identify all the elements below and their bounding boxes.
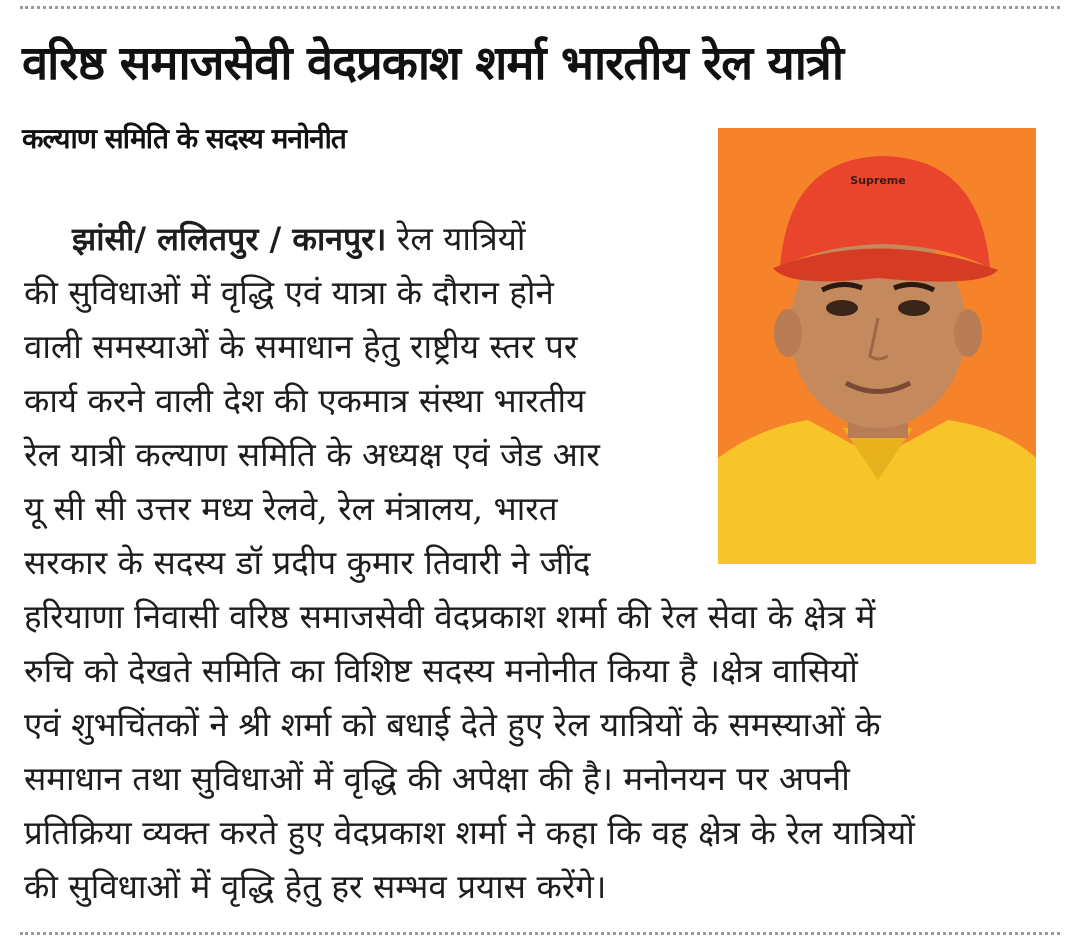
body-line-12: प्रतिक्रिया व्यक्त करते हुए वेदप्रकाश शर्मा ने कहा कि वह क्षेत्र के रेल यात्रियों: [24, 813, 915, 852]
headline-line-2: कल्याण समिति के सदस्य मनोनीत: [22, 122, 346, 155]
body-line-13: की सुविधाओं में वृद्धि हेतु हर सम्भव प्रयास करेंगे।: [24, 867, 607, 906]
body-line-6: यू सी सी उत्तर मध्य रेलवे, रेल मंत्रालय, भारत: [24, 489, 558, 528]
body-line-1: [24, 212, 714, 266]
body-line-7: सरकार के सदस्य डॉ प्रदीप कुमार तिवारी ने जींद: [24, 543, 591, 582]
body-line-1-text: रेल यात्रियों: [396, 219, 526, 258]
body-line-4: कार्य करने वाली देश की एकमात्र संस्था भारतीय: [24, 381, 586, 420]
dateline: झांसी/ ललितपुर / कानपुर।: [72, 220, 387, 258]
cap-logo-text: Supreme: [850, 174, 906, 187]
body-line-8: हरियाणा निवासी वरिष्ठ समाजसेवी वेदप्रकाश शर्मा की रेल सेवा के क्षेत्र में: [24, 597, 876, 636]
body-line-5: रेल यात्री कल्याण समिति के अध्यक्ष एवं जेड आर: [24, 435, 600, 474]
body-line-10: एवं शुभचिंतकों ने श्री शर्मा को बधाई देते हुए रेल यात्रियों के समस्याओं के: [24, 705, 881, 744]
article-body: [24, 212, 1039, 914]
body-line-3: वाली समस्याओं के समाधान हेतु राष्ट्रीय स्तर पर: [24, 327, 578, 366]
body-line-2: की सुविधाओं में वृद्धि एवं यात्रा के दौरान होने: [24, 273, 554, 312]
bottom-dotted-rule: [20, 932, 1060, 935]
body-line-9: रुचि को देखते समिति का विशिष्ट सदस्य मनोनीत किया है ।क्षेत्र वासियों: [24, 651, 858, 690]
top-dotted-rule: [20, 6, 1060, 9]
body-line-11: समाधान तथा सुविधाओं में वृद्धि की अपेक्षा की है। मनोनयन पर अपनी: [24, 759, 850, 798]
headline-line-1: वरिष्ठ समाजसेवी वेदप्रकाश शर्मा भारतीय रेल यात्री: [22, 36, 843, 91]
